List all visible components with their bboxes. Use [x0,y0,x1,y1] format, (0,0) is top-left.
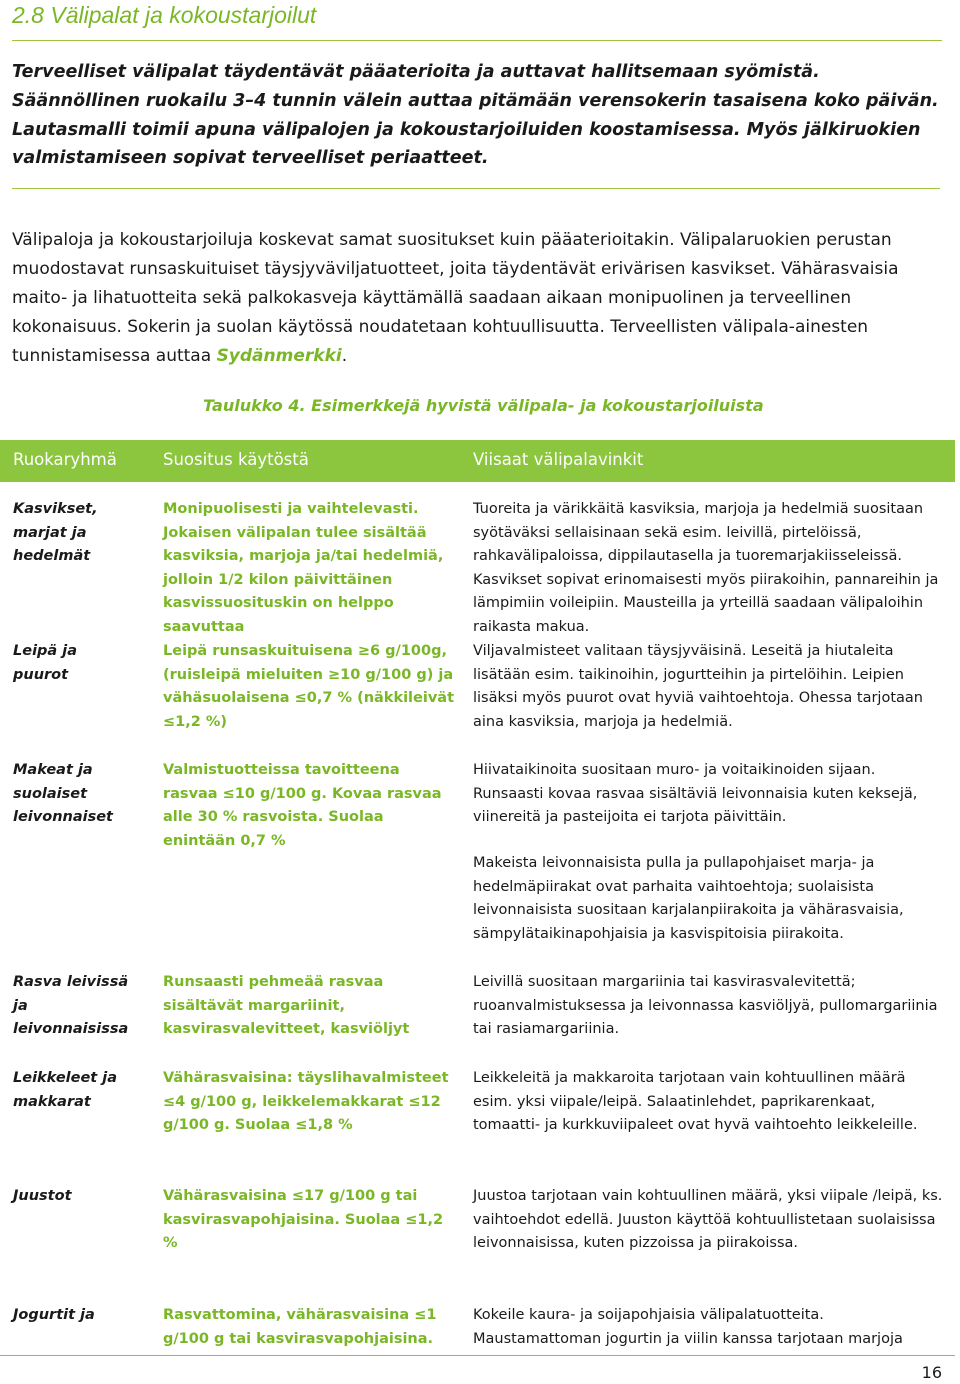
row-recommendation: Leipä runsaskuituisena ≥6 g/100g, (ruisleipä mieluiten ≥10 g/100 g) ja vähäsuolaisena ≤0,7 % (näkkileivät ≤1,2 %) [163,643,454,730]
table-bottom-rule [0,1355,955,1356]
table-header [0,440,955,482]
row-tips: Leivillä suositaan margariinia tai kasvirasvalevitettä; ruoanvalmistuksessa ja leivonnassa kasviöljyä, pullomargariinia tai rasiamargariinia. [473,974,938,1037]
row-recommendation: Rasvattomina, vähärasvaisina ≤1 g/100 g tai kasvirasvapohjaisina. [163,1307,437,1347]
row-group: Rasva leivissä ja leivonnaisissa [13,974,129,1037]
header-vinkit: Viisaat välipalavinkit [473,450,644,469]
top-rule [12,40,942,41]
intro-paragraph: Terveelliset välipalat täydentävät pääaterioita ja auttavat hallitsemaan syömistä. Säännöllinen ruokailu 3–4 tunnin välein auttaa pitämään verensokerin tasaisena koko päivän. Lautasmalli toimii apuna välipalojen ja kokoustarjoiluiden koostamisessa. Myös jälkiruokien valmistamiseen sopivat terveelliset periaatteet. [12,62,939,169]
intro-rule [12,188,940,189]
row-group: Leikkeleet ja makkarat [13,1070,118,1110]
row-group: Makeat ja suolaiset leivonnaiset [13,762,113,825]
row-tips-extra: Makeista leivonnaisista pulla ja pullapohjaiset marja- ja hedelmäpiirakat ovat parhaita vaihtoehtoja; suolaisista leivonnaisista suositaan karjalanpiirakoita ja vähärasvaisia, sämpylätaikinapohjaisia ja kasvispitoisia piirakoita. [473,855,904,942]
row-group: Jogurtit ja [13,1307,95,1323]
header-ruokaryhma: Ruokaryhmä [13,450,117,469]
header-suositus: Suositus käytöstä [163,450,309,469]
row-tips: Kokeile kaura- ja soijapohjaisia välipalatuotteita. Maustamattoman jogurtin ja viilin kanssa tarjotaan marjoja [473,1307,903,1347]
row-recommendation: Monipuolisesti ja vaihtelevasti. Jokaisen välipalan tulee sisältää kasviksia, marjoja ja/tai hedelmiä, jolloin 1/2 kilon päivittäinen kasvissuosituskin on helppo saavuttaa [163,501,444,635]
row-tips: Juustoa tarjotaan vain kohtuullinen määrä, yksi viipale /leipä, ks. vaihtoehdot edellä. Juuston käyttöä kohtuullistetaan suolaisissa leivonnaisissa, kuten pizzoissa ja piirakoissa. [473,1188,943,1251]
row-group: Leipä ja puurot [13,643,78,683]
row-recommendation: Valmistuotteissa tavoitteena rasvaa ≤10 g/100 g. Kovaa rasvaa alle 30 % rasvoista. Suolaa enintään 0,7 % [163,762,442,849]
row-recommendation: Vähärasvaisina ≤17 g/100 g tai kasvirasvapohjaisina. Suolaa ≤1,2 % [163,1188,444,1251]
row-recommendation: Vähärasvaisina: täyslihavalmisteet ≤4 g/100 g, leikkelemakkarat ≤12 g/100 g. Suolaa ≤1,8 % [163,1070,449,1133]
table-caption: Taulukko 4. Esimerkkejä hyvistä välipala- ja kokoustarjoiluista [203,396,764,415]
row-tips: Leikkeleitä ja makkaroita tarjotaan vain kohtuullinen määrä esim. yksi viipale/leipä. Salaatinlehdet, paprikarenkaat, tomaatti- ja kurkkuviipaleet ovat hyvä vaihtoehto leikkeleille. [473,1070,918,1133]
row-tips: Hiivataikinoita suositaan muro- ja voitaikinoiden sijaan. Runsaasti kovaa rasvaa sisältäviä leivonnaisia kuten keksejä, viinereitä ja pasteijoita ei tarjota päivittäin. [473,762,918,825]
row-tips: Tuoreita ja värikkäitä kasviksia, marjoja ja hedelmiä suositaan syötäväksi sellaisinaan sekä esim. leivillä, pirtelöissä, rahkavälipaloissa, dippilautasella ja tuoremarjakiisseleissä. Kasvikset sopivat erinomaisesti myös piirakoihin, pannareihin ja lämpimiin voileipiin. Mausteilla ja yrteillä saadaan välipaloihin raikasta makua. [473,501,939,635]
body-end: . [341,346,348,366]
page-number: 16 [921,1363,942,1382]
row-recommendation: Runsaasti pehmeää rasvaa sisältävät margariinit, kasvirasvalevitteet, kasviöljyt [163,974,410,1037]
sydanmerkki-link[interactable]: Sydänmerkki [216,346,342,366]
section-heading: 2.8 Välipalat ja kokoustarjoilut [12,2,317,28]
row-tips: Viljavalmisteet valitaan täysjyväisinä. Leseitä ja hiutaleita lisätään esim. taikinoihin, jogurtteihin ja pirtelöihin. Leipien lisäksi myös puurot ovat hyviä vaihtoehtoja. Ohessa tarjotaan aina kasviksia, marjoja ja hedelmiä. [473,643,923,730]
body-text: Välipaloja ja kokoustarjoiluja koskevat samat suositukset kuin pääaterioitakin. Välipalaruokien perustan muodostavat runsaskuituiset täysjyväviljatuotteet, joita täydentävät erivärisen kasvikset. Vähärasvaisia maito- ja lihatuotteita sekä palkokasveja käyttämällä saadaan aikaan monipuolinen ja terveellinen kokonaisuus. Sokerin ja suolan käytössä noudatetaan kohtuullisuutta. Terveellisten välipala-ainesten tunnistamisessa auttaa [12,230,899,366]
row-group: Kasvikset, marjat ja hedelmät [13,501,98,564]
body-paragraph [12,226,947,371]
row-group: Juustot [13,1188,72,1204]
